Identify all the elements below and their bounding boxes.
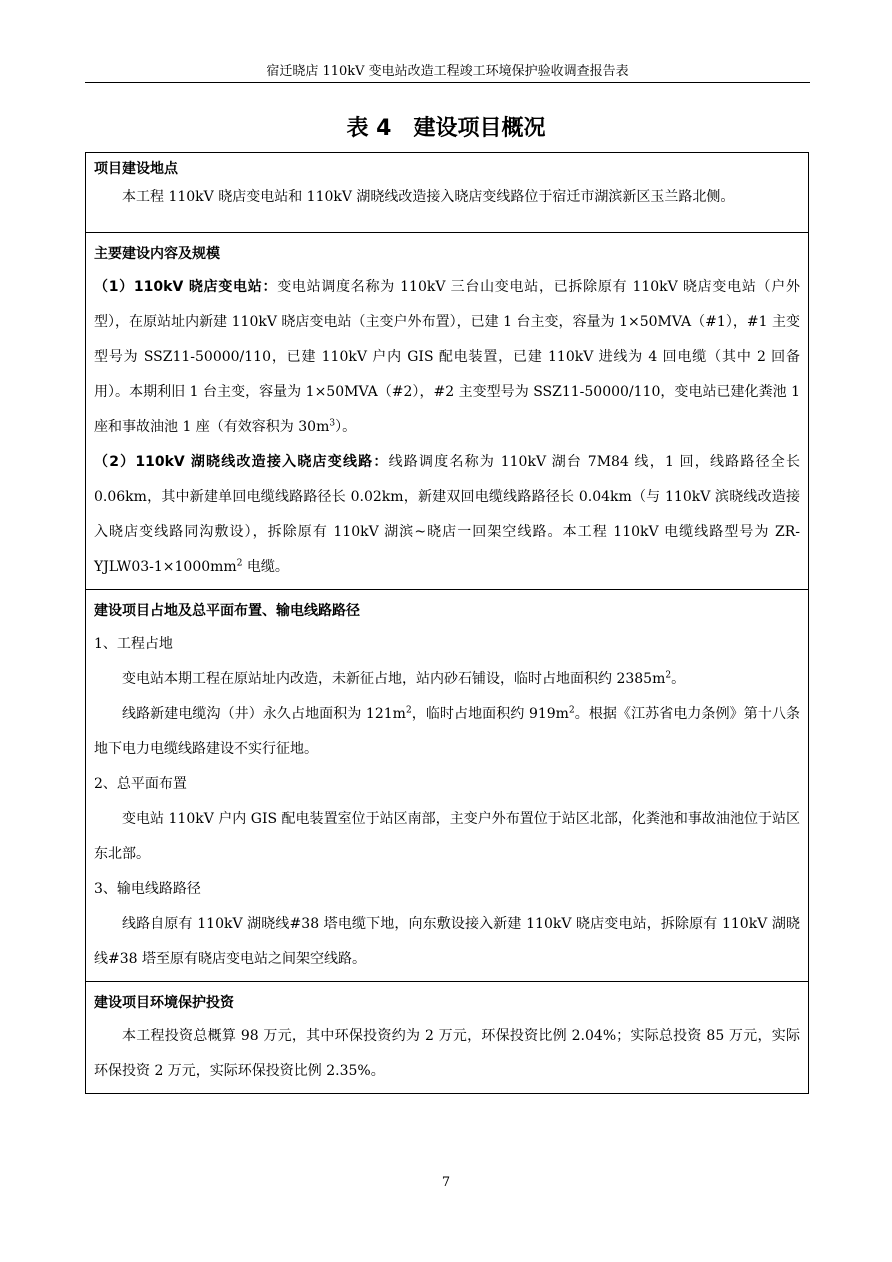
- layout-sub-2: 2、总平面布置: [94, 776, 187, 792]
- item1-text: 变电站调度名称为 110kV 三台山变电站，已拆除原有 110kV 晓店变电站（户外型），在原站址内新建 110kV 晓店变电站（主变户外布置），已建 1 台主变，容量为 1×50MVA（#1），#1 主变型号为 SSZ11-50000/110，已建 110kV 户内 GIS 配电装置，已建 110kV 进线为 4 回电缆（其中 2 回备用）。本期利旧 1 台主变，容量为 1×50MVA（#2），#2 主变型号为 SSZ11-50000/110，变电站已建化粪池 1 座和事故油池 1 座（有效容积为 30m: [94, 279, 800, 435]
- investment-heading: 建设项目环境保护投资: [94, 995, 234, 1011]
- content-heading: 主要建设内容及规模: [94, 246, 220, 262]
- running-header: 宿迁晓店 110kV 变电站改造工程竣工环境保护验收调查报告表: [266, 64, 629, 79]
- sub1-p1-sup: 2: [665, 670, 672, 681]
- sub1-p1-tail: 。: [671, 671, 686, 687]
- page-number: 7: [441, 1175, 451, 1190]
- layout-sub-1-para-2: [94, 697, 815, 767]
- location-row: [86, 153, 809, 233]
- sub1-p2-b: ，临时占地面积约 919m: [411, 706, 569, 722]
- header-rule: [85, 82, 810, 83]
- layout-sub-3-para: 线路自原有 110kV 湖晓线#38 塔电缆下地，向东敷设接入新建 110kV 晓店变电站，拆除原有 110kV 湖晓线#38 塔至原有晓店变电站之间架空线路。: [94, 916, 800, 967]
- layout-sub-3: 3、输电线路路径: [94, 881, 201, 897]
- content-item-2: [94, 445, 800, 585]
- sub1-p2-c: 。根据《江苏省电力条例》第十八条 地下电力电缆线路建设不实行征地。: [94, 706, 815, 757]
- layout-sub-1-para-1: [94, 662, 800, 697]
- item1-label: （1）110kV 晓店变电站：: [94, 279, 278, 295]
- sub1-p2-sup2: 2: [568, 705, 575, 716]
- item2-text: 线路调度名称为 110kV 湖台 7M84 线，1 回，线路路径全长 0.06km，其中新建单回电缆线路路径长 0.02km，新建双回电缆线路路径长 0.04km（与 110kV 滨晓线改造接入晓店变线路同沟敷设），拆除原有 110kV 湖滨~晓店一回架空线路。本工程 110kV 电缆线路型号为 ZR-YJLW03-1×1000mm: [94, 454, 801, 575]
- page-title: 表 4 建设项目概况: [346, 116, 546, 141]
- sub1-p1-text: 变电站本期工程在原站址内改造，未新征占地，站内砂石铺设，临时占地面积约 2385m: [122, 671, 666, 687]
- item2-label: （2）110kV 湖晓线改造接入晓店变线路：: [94, 454, 389, 470]
- content-cell: [86, 233, 809, 590]
- overview-table: [85, 152, 815, 1094]
- item1-sup: 3: [329, 418, 336, 429]
- layout-sub-2-para: 变电站 110kV 户内 GIS 配电装置室位于站区南部，主变户外布置位于站区北部，化粪池和事故油池位于站区东北部。: [94, 811, 800, 862]
- content-item-1: [94, 270, 800, 445]
- layout-sub-1: 1、工程占地: [94, 636, 173, 652]
- layout-row: [86, 590, 809, 982]
- investment-text: 本工程投资总概算 98 万元，其中环保投资约为 2 万元，环保投资比例 2.04%；实际总投资 85 万元，实际环保投资 2 万元，实际环保投资比例 2.35%。: [94, 1028, 800, 1079]
- investment-row: [86, 982, 809, 1094]
- location-cell: [86, 153, 809, 233]
- location-text: 本工程 110kV 晓店变电站和 110kV 湖晓线改造接入晓店变线路位于宿迁市湖滨新区玉兰路北侧。: [122, 189, 735, 205]
- layout-heading: 建设项目占地及总平面布置、输电线路路径: [94, 603, 360, 619]
- sub1-p2-sup1: 2: [405, 705, 412, 716]
- content-row: [86, 233, 809, 590]
- sub1-p2-a: 线路新建电缆沟（井）永久占地面积为 121m: [122, 706, 406, 722]
- item1-tail: ）。: [335, 419, 357, 435]
- layout-cell: [86, 590, 815, 982]
- location-heading: 项目建设地点: [94, 161, 178, 177]
- investment-cell: [86, 982, 809, 1094]
- item2-sup: 2: [236, 558, 243, 569]
- item2-tail: 电缆。: [242, 559, 289, 575]
